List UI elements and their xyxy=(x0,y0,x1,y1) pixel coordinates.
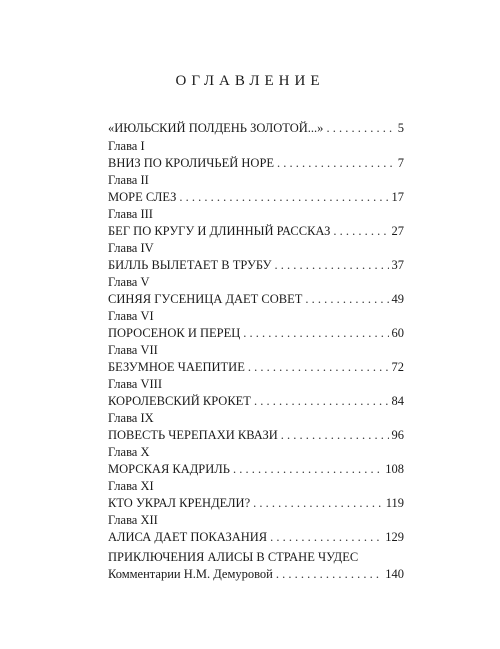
toc-entry-page: 17 xyxy=(391,190,404,204)
toc-entry-page: 27 xyxy=(391,224,404,238)
chapter-label: Глава V xyxy=(108,275,150,289)
toc-entry-title: КОРОЛЕВСКИЙ КРОКЕТ xyxy=(108,394,251,408)
toc-chapter-entry[interactable] xyxy=(108,155,404,172)
dot-leader xyxy=(281,427,389,444)
toc-chapter-entry[interactable] xyxy=(108,461,404,478)
dot-leader xyxy=(233,461,382,478)
toc-entry-title: ПОВЕСТЬ ЧЕРЕПАХИ КВАЗИ xyxy=(108,428,278,442)
dot-leader xyxy=(243,325,388,342)
toc-entry-title: МОРСКАЯ КАДРИЛЬ xyxy=(108,462,230,476)
toc-chapter-entry[interactable] xyxy=(108,291,404,308)
dot-leader xyxy=(179,189,388,206)
toc-entry-title: АЛИСА ДАЕТ ПОКАЗАНИЯ xyxy=(108,530,268,544)
toc-entry-title: КТО УКРАЛ КРЕНДЕЛИ? xyxy=(108,496,251,510)
chapter-label: Глава XI xyxy=(108,479,154,493)
dot-leader xyxy=(326,120,394,137)
toc-entry-page: 60 xyxy=(391,326,404,340)
toc-entry-title: ВНИЗ ПО КРОЛИЧЬЕЙ НОРЕ xyxy=(108,156,275,170)
toc-chapter-entry[interactable] xyxy=(108,325,404,342)
toc-entry-title: «ИЮЛЬСКИЙ ПОЛДЕНЬ ЗОЛОТОЙ...» xyxy=(108,121,324,135)
page-title: ОГЛАВЛЕНИЕ xyxy=(175,73,325,89)
toc-entry-page: 37 xyxy=(391,258,404,272)
toc-entry-title: БЕГ ПО КРУГУ И ДЛИННЫЙ РАССКАЗ xyxy=(108,224,331,238)
dot-leader xyxy=(248,359,389,376)
toc-commentary-entry[interactable] xyxy=(108,566,404,583)
toc-chapter-entry[interactable] xyxy=(108,427,404,444)
dot-leader xyxy=(333,223,388,240)
chapter-label: Глава VI xyxy=(108,309,154,323)
toc-entry-page: 7 xyxy=(397,156,404,170)
dot-leader xyxy=(254,393,389,410)
chapter-label: Глава II xyxy=(108,173,149,187)
dot-leader xyxy=(305,291,388,308)
toc-entry-title: СИНЯЯ ГУСЕНИЦА ДАЕТ СОВЕТ xyxy=(108,292,303,306)
chapter-label: Глава I xyxy=(108,139,145,153)
toc-chapter-entry[interactable] xyxy=(108,257,404,274)
chapter-label: Глава X xyxy=(108,445,150,459)
commentary-heading: ПРИКЛЮЧЕНИЯ АЛИСЫ В СТРАНЕ ЧУДЕС xyxy=(108,550,359,564)
chapter-list xyxy=(108,138,404,546)
toc-entry-title: БИЛЛЬ ВЫЛЕТАЕТ В ТРУБУ xyxy=(108,258,272,272)
dot-leader xyxy=(274,257,388,274)
chapter-label: Глава IX xyxy=(108,411,154,425)
toc-entry-page: 119 xyxy=(385,496,404,510)
toc-entry-title: МОРЕ СЛЕЗ xyxy=(108,190,177,204)
toc-entry-page: 49 xyxy=(391,292,404,306)
toc-entry-page: 108 xyxy=(385,462,404,476)
dot-leader xyxy=(253,495,383,512)
toc-entry-title: БЕЗУМНОЕ ЧАЕПИТИЕ xyxy=(108,360,245,374)
toc-chapter-entry[interactable] xyxy=(108,495,404,512)
toc-entry-page: 72 xyxy=(391,360,404,374)
toc-entry-page: 5 xyxy=(397,121,404,135)
toc-entry-page: 140 xyxy=(385,567,404,581)
toc-intro-entry[interactable] xyxy=(108,120,404,137)
toc-chapter-entry[interactable] xyxy=(108,393,404,410)
chapter-label: Глава VIII xyxy=(108,377,162,391)
table-of-contents xyxy=(108,120,404,583)
chapter-label: Глава VII xyxy=(108,343,158,357)
toc-chapter-entry[interactable] xyxy=(108,223,404,240)
toc-chapter-entry[interactable] xyxy=(108,189,404,206)
chapter-label: Глава III xyxy=(108,207,153,221)
toc-entry-title: Комментарии Н.М. Демуровой xyxy=(108,567,273,581)
dot-leader xyxy=(276,566,382,583)
dot-leader xyxy=(277,155,395,172)
toc-entry-page: 129 xyxy=(385,530,404,544)
toc-entry-page: 84 xyxy=(391,394,404,408)
toc-chapter-entry[interactable] xyxy=(108,529,404,546)
chapter-label: Глава XII xyxy=(108,513,158,527)
toc-entry-page: 96 xyxy=(391,428,404,442)
dot-leader xyxy=(270,529,382,546)
chapter-label: Глава IV xyxy=(108,241,154,255)
toc-entry-title: ПОРОСЕНОК И ПЕРЕЦ xyxy=(108,326,241,340)
toc-chapter-entry[interactable] xyxy=(108,359,404,376)
